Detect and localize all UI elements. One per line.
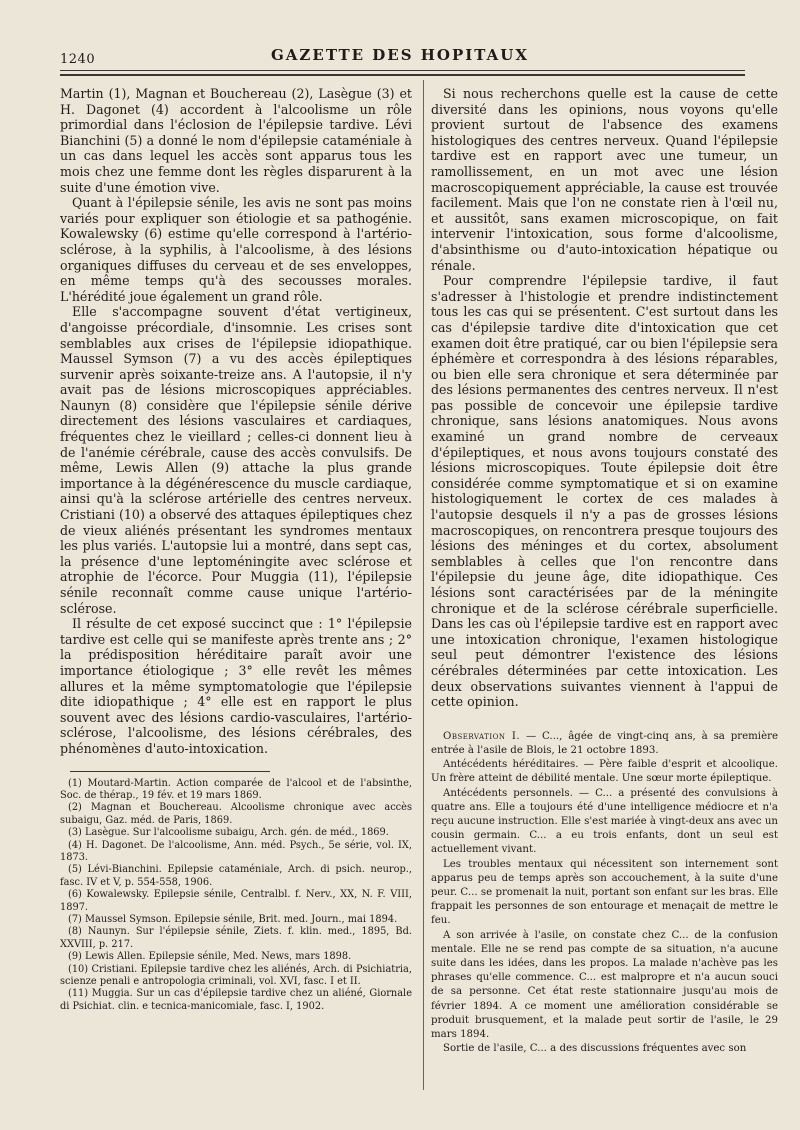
observation-intro [431, 730, 778, 758]
header-rule-thin [60, 70, 745, 71]
page-number: 1240 [60, 52, 96, 67]
footnotes [60, 778, 412, 1014]
footnote: (3) Lasègue. Sur l'alcoolisme subaigu, Arch. gén. de méd., 1869. [68, 827, 389, 839]
observation-intro-text: — C..., âgée de vingt-cinq ans, à sa première entrée à l'asile de Blois, le 21 octobre 1893. [431, 730, 778, 756]
paragraph: Martin (1), Magnan et Bouchereau (2), Lasègue (3) et H. Dagonet (4) accordent à l'alcoolisme un rôle primordial dans l'éclosion de l'épilepsie tardive. Lévi Bianchini (5) a donné le nom d'épilepsie cataméniale à un cas dans lequel les accès sont apparus tous les mois chez une femme dont les règles disparurent à la suite d'une émotion vive. [60, 86, 412, 195]
footnote: (1) Moutard-Martin. Action comparée de l'alcool et de l'absinthe, Soc. de thérap., 19 fév. et 19 mars 1869. [60, 777, 412, 801]
paragraph: Pour comprendre l'épilepsie tardive, il faut s'adresser à l'histologie et prendre indistinctement tous les cas qui se présentent. C'est surtout dans les cas d'épilepsie tardive dite d'intoxication que cet examen doit être pratiqué, car ou bien l'épilepsie sera éphémère et correspondra à des lésions réparables, ou bien elle sera chronique et sera déterminée par des lésions permanentes des centres nerveux. Il n'est pas possible de concevoir une épilepsie tardive chronique, sans lésions anatomiques. Nous avons examiné un grand nombre de cerveaux d'épileptiques, et nous avons toujours constaté des lésions microscopiques. Toute épilepsie doit être considérée comme symptomatique et si on examine histologiquement le cortex de ces malades à l'autopsie desquels il n'y a pas de grosses lésions macroscopiques, on rencontrera presque toujours des lésions des méninges et du cortex, absolument semblables à celles que l'on rencontre dans l'épilepsie du jeune âge, dite idiopathique. Ces lésions sont caractérisées par de la méningite chronique et de la sclérose cérébrale superficielle. Dans les cas où l'épilepsie tardive est en rapport avec une intoxication chronique, l'examen histologique seul peut démontrer l'existence des lésions cérébrales déterminées par cette intoxication. Les deux observations suivantes viennent à l'appui de cette opinion. [431, 273, 778, 710]
footnote: (8) Naunyn. Sur l'épilepsie sénile, Ziets. f. klin. med., 1895, Bd. XXVIII, p. 217. [60, 926, 412, 950]
right-column [431, 86, 778, 1056]
observation-paragraph: A son arrivée à l'asile, on constate chez C... de la confusion mentale. Elle ne se rend pas compte de sa situation, n'a aucune suite dans les idées, dans les propos. La malade n'achève pas les phrases qu'elle commence. C... est malpropre et n'a aucun souci de sa personne. Cet état reste stationnaire jusqu'au mois de février 1894. A ce moment une amélioration considérable se produit brusquement, et la malade peut sortir de l'asile, le 29 mars 1894. [431, 929, 778, 1041]
observation-paragraph: Les troubles mentaux qui nécessitent son internement sont apparus peu de temps après son accouchement, à la suite d'une peur. C... se promenait la nuit, portant son enfant sur les bras. Elle frappait les personnes de son entourage et menaçait de mettre le feu. [431, 858, 778, 927]
footnote-rule [70, 771, 270, 772]
observation-heading: Observation I. [443, 730, 521, 742]
observation-paragraph: Antécédents personnels. — C... a présenté des convulsions à quatre ans. Elle a toujours été d'une intelligence médiocre et n'a reçu aucune instruction. Elle s'est mariée à vingt-deux ans avec un cousin germain. C... a eu trois enfants, dont un seul est actuellement vivant. [431, 787, 778, 856]
observation-paragraph: Antécédents héréditaires. — Père faible d'esprit et alcoolique. Un frère atteint de débilité mentale. Une sœur morte épileptique. [431, 759, 778, 785]
left-column [60, 86, 412, 1013]
footnote: (6) Kowalewsky. Epilepsie sénile, Centralbl. f. Nerv., XX, N. F. VIII, 1897. [60, 889, 412, 913]
footnote: (11) Muggia. Sur un cas d'épilepsie tardive chez un aliéné, Giornale di Psichiat. clin. e tecnica-manicomiale, fasc. I, 1902. [60, 988, 412, 1012]
observation-paragraph: Sortie de l'asile, C... a des discussions fréquentes avec son [443, 1043, 747, 1055]
column-divider [423, 80, 424, 1090]
observation-section [431, 730, 778, 1057]
footnote: (10) Cristiani. Epilepsie tardive chez les aliénés, Arch. di Psichiatria, scienze penali e antropologia criminali, vol. XVI, fasc. I et II. [60, 963, 412, 988]
paragraph: Elle s'accompagne souvent d'état vertigineux, d'angoisse précordiale, d'insomnie. Les crises sont semblables aux crises de l'épilepsie idiopathique. Maussel Symson (7) a vu des accès épileptiques survenir après soixante-treize ans. A l'autopsie, il n'y avait pas de lésions microscopiques appréciables. Naunyn (8) considère que l'épilepsie sénile dérive directement des lésions vasculaires et cardiaques, fréquentes chez le vieillard ; celles-ci donnent lieu à de l'anémie cérébrale, cause des accès convulsifs. De même, Lewis Allen (9) attache la plus grande importance à la dégénérescence du muscle cardiaque, ainsi qu'à la sclérose artérielle des centres nerveux. Cristiani (10) a observé des attaques épileptiques chez de vieux aliénés présentant les syndromes mentaux les plus variés. L'autopsie lui a montré, dans sept cas, la présence d'une leptoméningite avec sclérose et atrophie de l'écorce. Pour Muggia (11), l'épilepsie sénile reconnaît comme cause unique l'artério-sclérose. [60, 304, 412, 616]
paragraph: Il résulte de cet exposé succinct que : 1° l'épilepsie tardive est celle qui se manifeste après trente ans ; 2° la prédisposition héréditaire paraît avoir une importance étiologique ; 3° elle revêt les mêmes allures et la même symptomatologie que l'épilepsie dite idiopathique ; 4° elle est en rapport le plus souvent avec des lésions cardio-vasculaires, l'artério-sclérose, l'alcoolisme, des lésions cérébrales, des phénomènes d'auto-intoxication. [60, 616, 412, 756]
footnote: (2) Magnan et Bouchereau. Alcoolisme chronique avec accès subaigu, Gaz. méd. de Paris, 1869. [60, 802, 412, 826]
paragraph: Si nous recherchons quelle est la cause de cette diversité dans les opinions, nous voyons qu'elle provient surtout de l'absence des examens histologiques des centres nerveux. Quand l'épilepsie tardive est en rapport avec une tumeur, un ramollissement, en un mot avec une lésion macroscopiquement appréciable, la cause est trouvée facilement. Mais que l'on ne constate rien à l'œil nu, et aussitôt, sans examen microscopique, on fait intervenir l'intoxication, sous forme d'alcoolisme, d'absinthisme ou d'auto-intoxication hépatique ou rénale. [431, 86, 778, 273]
footnote: (4) H. Dagonet. De l'alcoolisme, Ann. méd. Psych., 5e série, vol. IX, 1873. [60, 839, 412, 863]
journal-title: GAZETTE DES HOPITAUX [270, 46, 529, 64]
header-rule-thick [60, 74, 745, 76]
footnote: (7) Maussel Symson. Epilepsie sénile, Brit. med. Journ., mai 1894. [68, 914, 398, 925]
paragraph: Quant à l'épilepsie sénile, les avis ne sont pas moins variés pour expliquer son étiologie et sa pathogénie. Kowalewsky (6) estime qu'elle correspond à l'artério-sclérose, à la syphilis, à l'alcoolisme, à des lésions organiques diffuses du cerveau et de ses enveloppes, en même temps qu'à des secousses morales. L'hérédité joue également un grand rôle. [60, 195, 412, 304]
footnote: (9) Lewis Allen. Epilepsie sénile, Med. News, mars 1898. [68, 951, 352, 963]
footnote: (5) Lévi-Bianchini. Epilepsie cataméniale, Arch. di psich. neurop., fasc. IV et V, p. 554-558, 1906. [60, 864, 412, 888]
